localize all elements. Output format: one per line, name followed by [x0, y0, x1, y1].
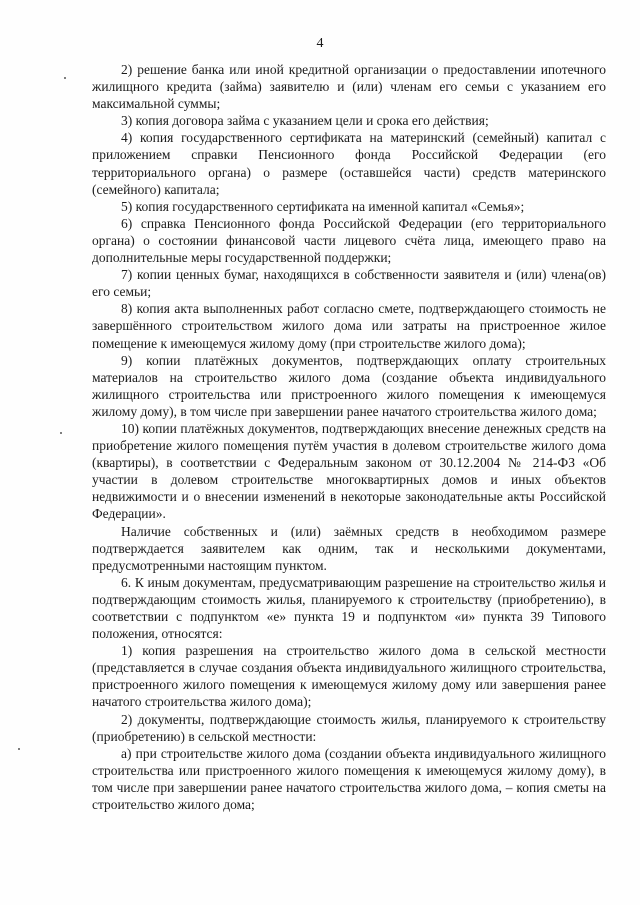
paragraph-payment-shared-construction: 10) копии платёжных документов, подтверждающих внесение денежных средств на приобретение жилого помещения путём участия в долевом строительстве жилого дома (квартиры), в соответствии с Федеральным законом от 30.12.2004 № 214-ФЗ «Об участии в долевом строительстве многоквартирных домов и иных объектов недвижимости и о внесении изменений в некоторые законодательные акты Российской Федерации».: [92, 420, 606, 522]
paragraph-payment-materials: 9) копии платёжных документов, подтверждающих оплату строительных материалов на строительство жилого дома (создание объекта индивидуального жилищного строительства или пристроенного жилого помещения к имеющемуся жилому дому), в том числе при завершении ранее начатого строительства жилого дома;: [92, 352, 606, 419]
paragraph-pension-fund-certificate: 6) справка Пенсионного фонда Российской Федерации (его территориального органа) о состоянии финансовой части лицевого счёта лица, имеющего право на дополнительные меры государственной поддержки;: [92, 215, 606, 266]
page-number: 4: [316, 36, 324, 51]
document-body: [92, 61, 606, 813]
paragraph-own-funds: Наличие собственных и (или) заёмных средств в необходимом размере подтверждается заявителем как одним, так и несколькими документами, предусмотренными настоящим пунктом.: [92, 523, 606, 573]
paragraph-construction-estimate: а) при строительстве жилого дома (создании объекта индивидуального жилищного строительства или пристроенного жилого помещения к имеющемуся жилому дому), в том числе при завершении ранее начатого строительства жилого дома, – копия сметы на строительство жилого дома;: [92, 745, 606, 813]
paragraph-other-documents: 6. К иным документам, предусматривающим разрешение на строительство жилья и подтверждающим стоимость жилья, планируемого к строительству (приобретению), в соответствии с подпунктом «е» пункта 19 и подпунктом «и» пункта 39 Типового положения, относятся:: [92, 574, 606, 642]
paragraph-cost-documents: 2) документы, подтверждающие стоимость жилья, планируемого к строительству (приобретению) в сельской местности:: [92, 711, 606, 744]
scan-artifact: [60, 432, 62, 434]
paragraph-loan-agreement: 3) копия договора займа с указанием цели и срока его действия;: [121, 113, 489, 129]
paragraph-works-act: 8) копия акта выполненных работ согласно смете, подтверждающего стоимость не завершённого строительством жилого дома или затраты на пристроенное жилое помещение к имеющемуся жилому дому (при строительстве жилого дома);: [92, 301, 606, 351]
scan-artifact: [18, 748, 20, 750]
paragraph-bank-decision: 2) решение банка или иной кредитной организации о предоставлении ипотечного жилищного кредита (займа) заявителю и (или) членам его семьи с указанием его максимальной суммы;: [92, 62, 606, 112]
paragraph-construction-permit: 1) копия разрешения на строительство жилого дома в сельской местности (представляется в случае создания объекта индивидуального жилищного строительства, пристроенного жилого помещения к имеющемуся жилому дому или завершения ранее начатого строительства жилого дома);: [92, 643, 606, 710]
paragraph-securities: 7) копии ценных бумаг, находящихся в собственности заявителя и (или) члена(ов) его семьи;: [92, 267, 606, 300]
paragraph-family-capital: 5) копия государственного сертификата на именной капитал «Семья»;: [121, 198, 525, 214]
scan-artifact: [64, 77, 66, 79]
paragraph-maternity-capital: 4) копия государственного сертификата на материнский (семейный) капитал с приложением справки Пенсионного фонда Российской Федерации (его территориального органа) о размере (оставшейся части) средств материнского (семейного) капитала;: [92, 130, 606, 197]
